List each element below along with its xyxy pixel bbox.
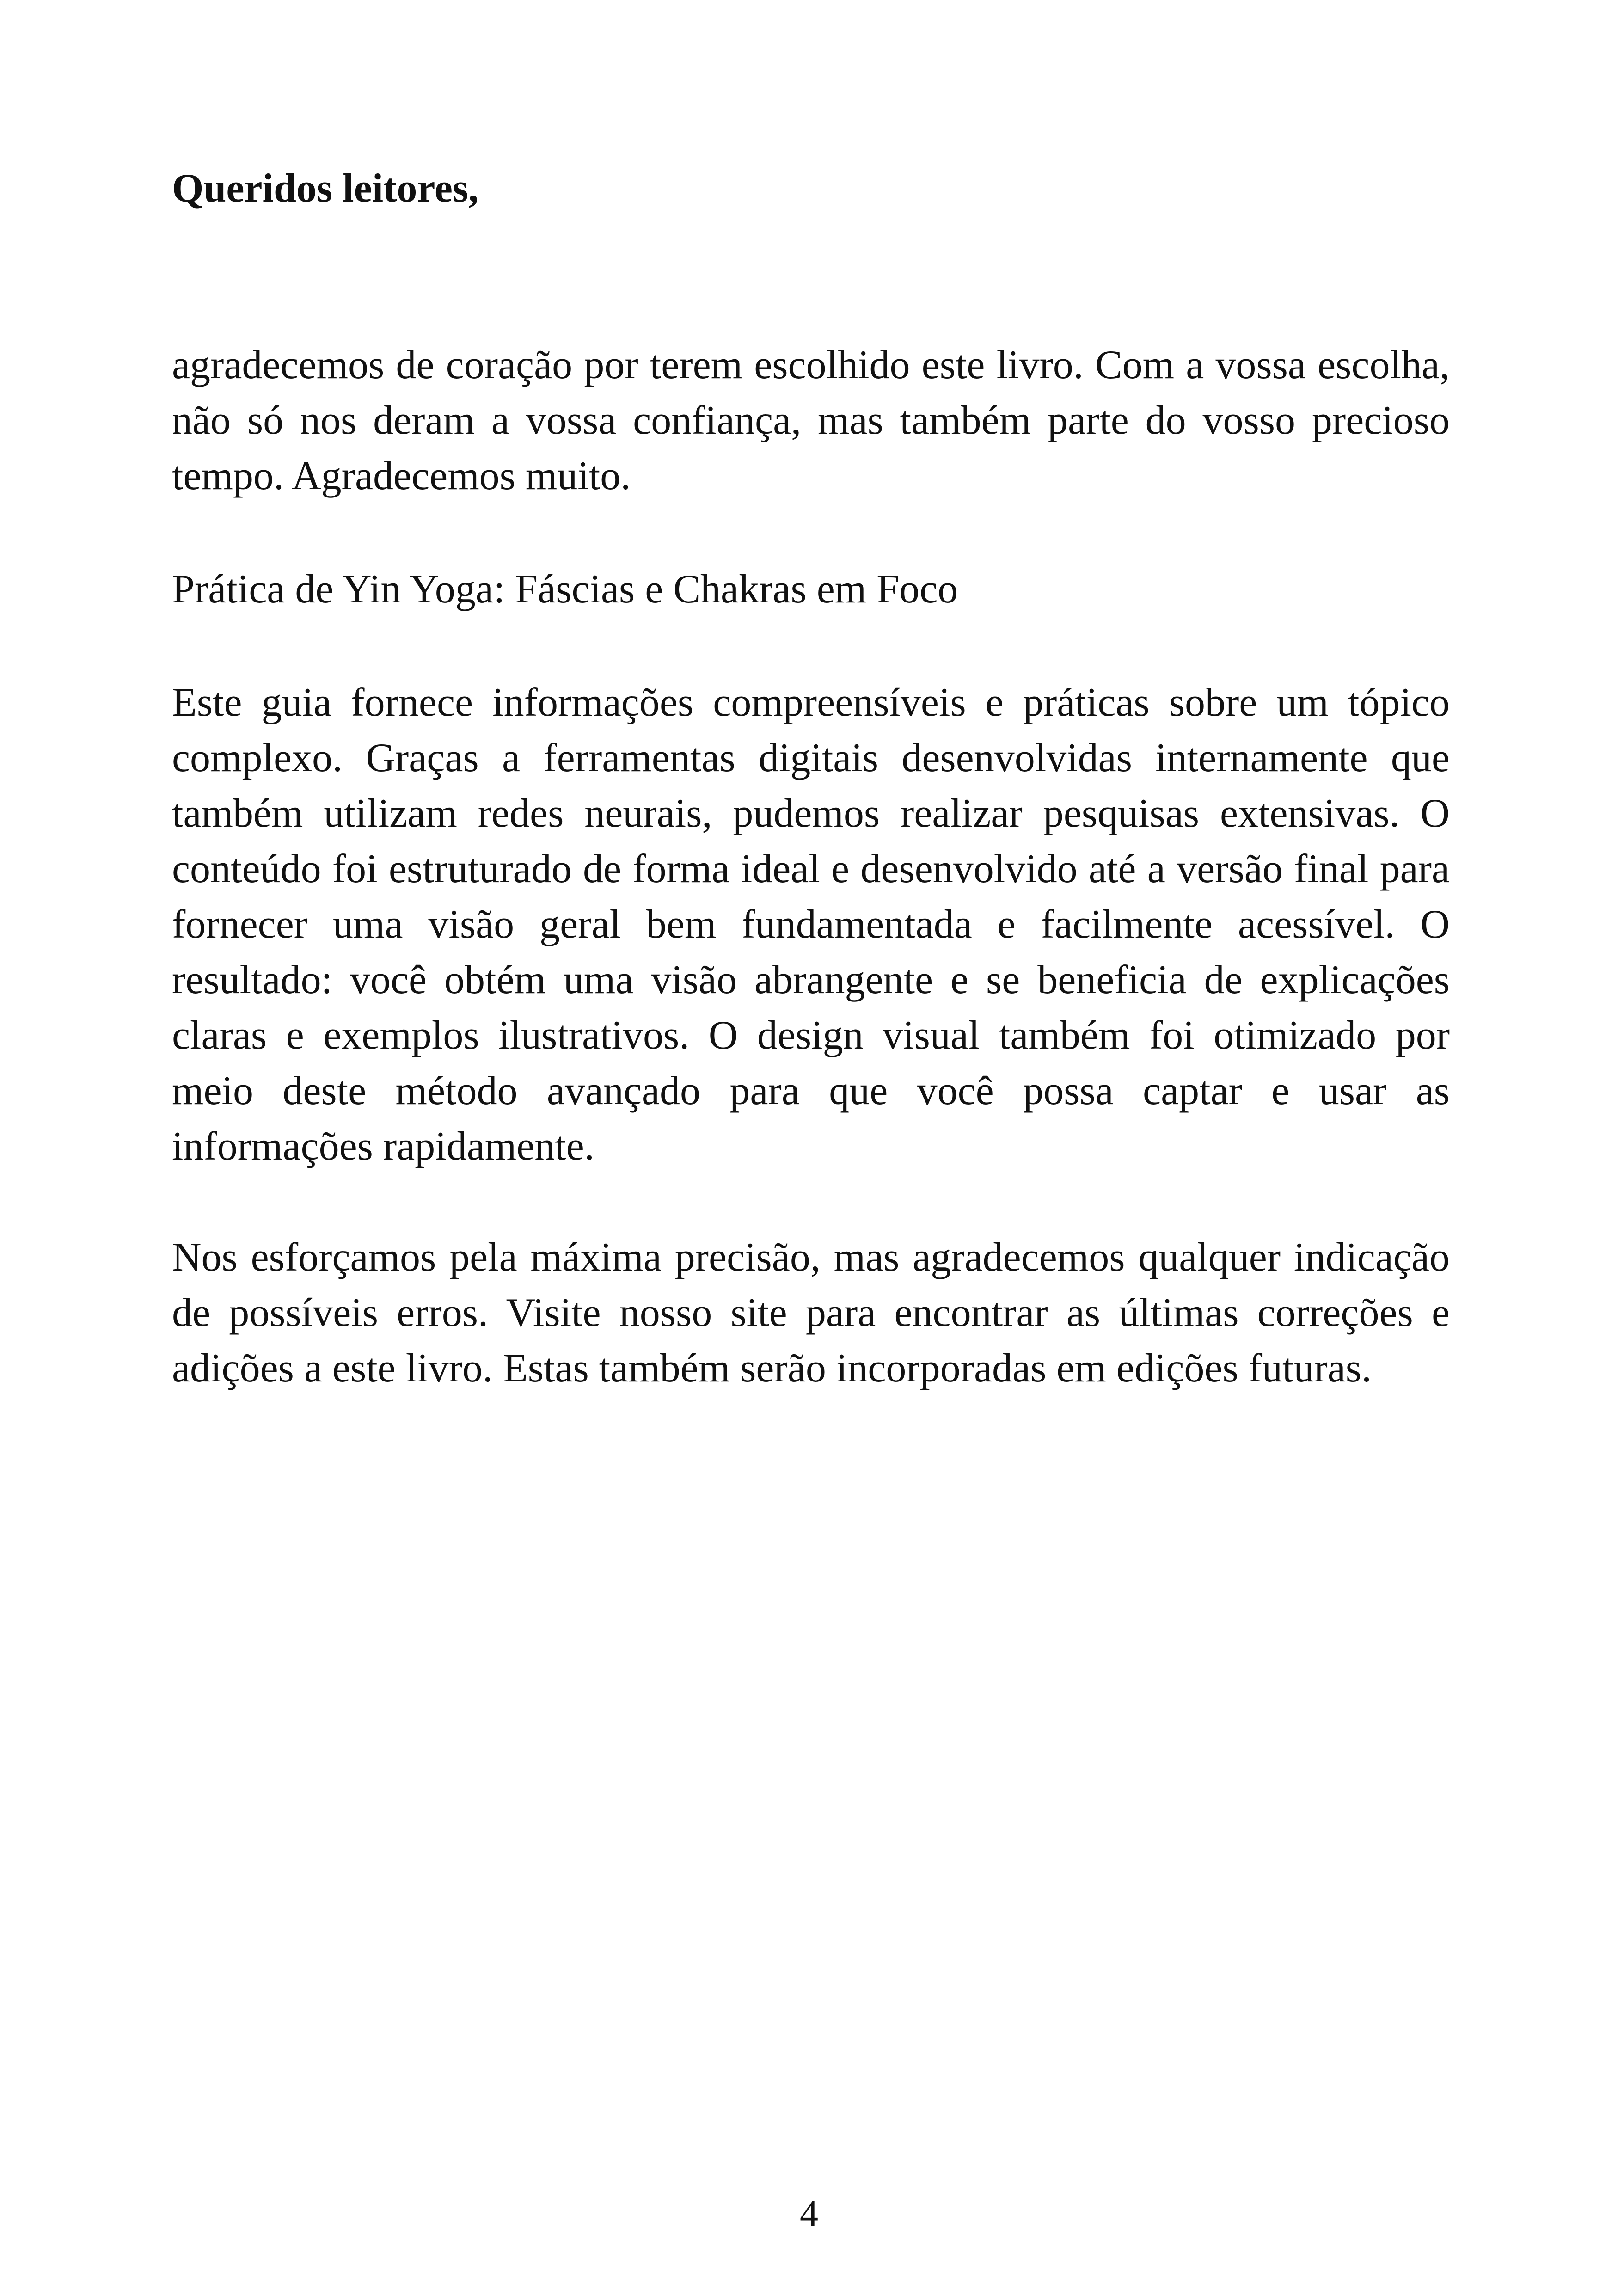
paragraph-thanks: agradecemos de coração por terem escolhido este livro. Com a vossa escolha, não só nos deram a vossa confiança, mas também parte do vosso precioso tempo. Agradecemos muito.: [172, 343, 1450, 498]
paragraph-guide-description: Este guia fornece informações compreensíveis e práticas sobre um tópico complexo. Graças a ferramentas digitais desenvolvidas internamente que também utilizam redes neurais, pudemos realizar pesquisas extensivas. O conteúdo foi estruturado de forma ideal e desenvolvido até a versão final para fornecer uma visão geral bem fundamentada e facilmente acessível. O resultado: você obtém uma visão abrangente e se beneficia de explicações claras e exemplos ilustrativos. O design visual também foi otimizado por meio deste método avançado para que você possa captar e usar as informações rapidamente.: [172, 680, 1450, 1169]
salutation-heading: Queridos leitores,: [172, 166, 479, 211]
paragraph-book-title: Prática de Yin Yoga: Fáscias e Chakras em Foco: [172, 567, 958, 612]
page-number: 4: [800, 2193, 818, 2234]
paragraph-errata-note: Nos esforçamos pela máxima precisão, mas agradecemos qualquer indicação de possíveis erros. Visite nosso site para encontrar as últimas correções e adições a este livro. Estas também serão incorporadas em edições futuras.: [172, 1235, 1450, 1391]
